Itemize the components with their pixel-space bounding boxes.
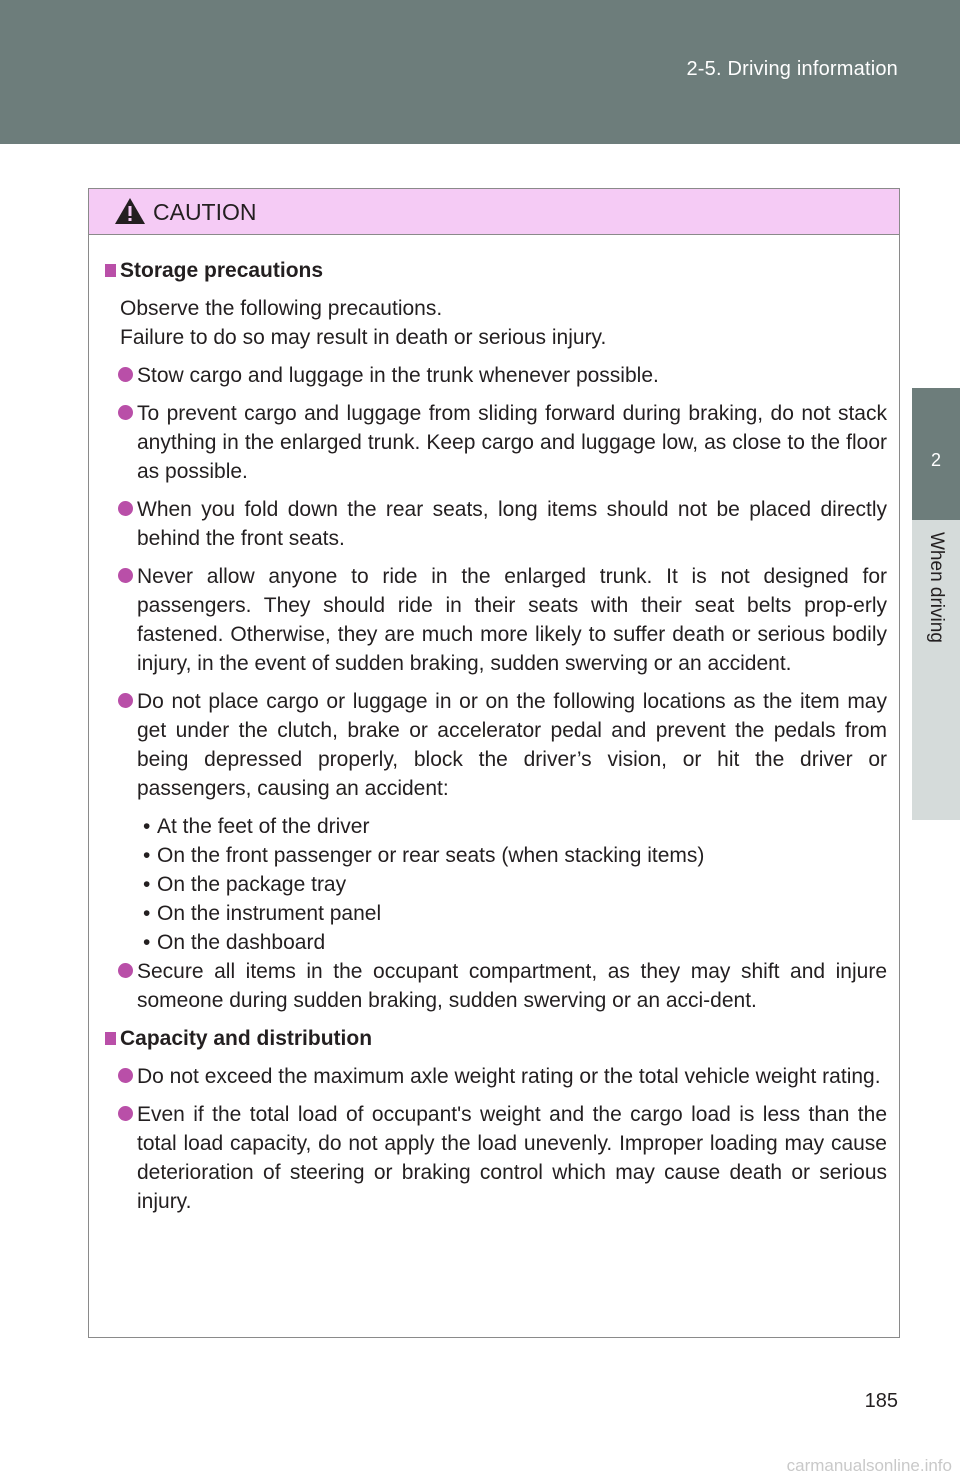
- list-item: When you fold down the rear seats, long items should not be placed directly behind the front seats.: [105, 495, 887, 553]
- location-item: • On the package tray: [105, 870, 887, 899]
- small-bullet-icon: •: [143, 815, 151, 838]
- round-bullet-icon: [118, 963, 133, 978]
- watermark: carmanualsonline.info: [786, 1456, 952, 1475]
- chapter-number: 2: [930, 450, 941, 470]
- square-bullet-icon: [105, 264, 116, 277]
- list-item: To prevent cargo and luggage from sliding forward during braking, do not stack anything in the enlarged trunk. Keep cargo and luggage low, as close to the floor as possible.: [105, 399, 887, 486]
- section-heading: Storage precautions: [105, 256, 887, 285]
- small-bullet-icon: •: [143, 844, 151, 867]
- round-bullet-icon: [118, 367, 133, 382]
- round-bullet-icon: [118, 405, 133, 420]
- location-item: • On the instrument panel: [105, 899, 887, 928]
- caution-header: [89, 189, 899, 235]
- page-header: [0, 0, 960, 144]
- warning-icon: [114, 197, 146, 225]
- caution-title: CAUTION: [153, 199, 257, 225]
- caution-content: [89, 235, 899, 1216]
- list-item: Do not exceed the maximum axle weight rating or the total vehicle weight rating.: [105, 1062, 887, 1091]
- caution-box: [88, 188, 900, 1338]
- list-item: Do not place cargo or luggage in or on the following locations as the item may get under the clutch, brake or accelerator pedal and prevent the pedals from being depressed properly, block the driver’s vision, or hit the driver or passengers, causing an accident:: [105, 687, 887, 803]
- location-item: • On the front passenger or rear seats (when stacking items): [105, 841, 887, 870]
- small-bullet-icon: •: [143, 931, 151, 954]
- list-item: Stow cargo and luggage in the trunk whenever possible.: [105, 361, 887, 390]
- intro-line: Observe the following precautions.: [120, 297, 443, 320]
- round-bullet-icon: [118, 568, 133, 583]
- chapter-tab: [912, 388, 960, 520]
- round-bullet-icon: [118, 1068, 133, 1083]
- round-bullet-icon: [118, 1106, 133, 1121]
- round-bullet-icon: [118, 693, 133, 708]
- list-item: Secure all items in the occupant compartment, as they may shift and injure someone during sudden braking, sudden swerving or an acci-dent.: [105, 957, 887, 1015]
- round-bullet-icon: [118, 501, 133, 516]
- intro-line: Failure to do so may result in death or serious injury.: [120, 326, 607, 349]
- small-bullet-icon: •: [143, 873, 151, 896]
- page-number: 185: [864, 1390, 898, 1412]
- location-item: • At the feet of the driver: [105, 812, 887, 841]
- square-bullet-icon: [105, 1032, 116, 1045]
- list-item: Never allow anyone to ride in the enlarged trunk. It is not designed for passengers. They should ride in their seats with their seat belts prop-erly fastened. Otherwise, they are much more likely to suffer death or serious bodily injury, in the event of sudden braking, sudden swerving or an accident.: [105, 562, 887, 678]
- location-item: • On the dashboard: [105, 928, 887, 957]
- small-bullet-icon: •: [143, 902, 151, 925]
- list-item: Even if the total load of occupant's weight and the cargo load is less than the total load capacity, do not apply the load unevenly. Improper loading may cause deterioration of steering or braking control which may cause death or serious injury.: [105, 1100, 887, 1216]
- chapter-label-tab: [912, 520, 960, 820]
- chapter-label: When driving: [926, 532, 947, 643]
- section-title: 2-5. Driving information: [686, 58, 898, 80]
- section-heading: Capacity and distribution: [105, 1024, 887, 1053]
